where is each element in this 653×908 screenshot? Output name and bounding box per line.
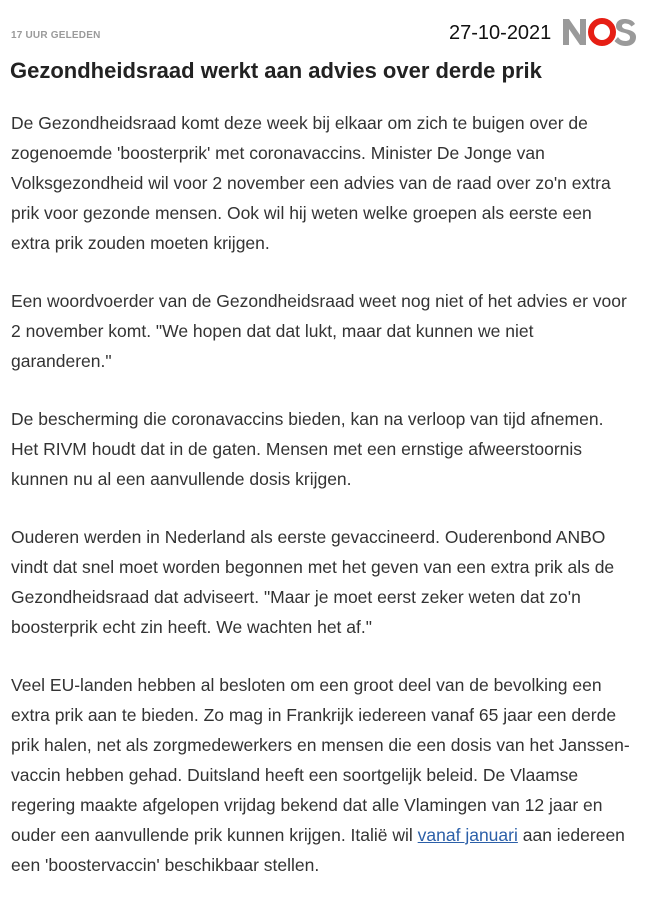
paragraph-5 [11, 670, 643, 880]
text-line: garanderen." [11, 351, 112, 371]
text-line: Veel EU-landen hebben al besloten om een groot deel van de bevolking een [11, 675, 602, 695]
text-segment: aan iedereen [517, 825, 625, 845]
text-line: Ouderen werden in Nederland als eerste gevaccineerd. Ouderenbond ANBO [11, 527, 606, 547]
date-stamp: 27-10-2021 [449, 22, 552, 44]
paragraph-4 [11, 522, 643, 642]
text-line: extra prik aan te bieden. Zo mag in Frankrijk iedereen vanaf 65 jaar een derde [11, 705, 617, 725]
text-line: De bescherming die coronavaccins bieden, kan na verloop van tijd afnemen. [11, 409, 604, 429]
text-line: vaccin hebben gehad. Duitsland heeft een soortgelijk beleid. De Vlaamse [11, 765, 579, 785]
text-line-with-link [11, 820, 643, 850]
text-line: prik halen, net als zorgmedewerkers en mensen die een dosis van het Janssen- [11, 735, 630, 755]
text-line: zogenoemde 'boosterprik' met coronavaccins. Minister De Jonge van [11, 143, 545, 163]
article-body [11, 108, 643, 908]
text-line: Een woordvoerder van de Gezondheidsraad weet nog niet of het advies er voor [11, 291, 627, 311]
paragraph-1 [11, 108, 643, 258]
text-line: kunnen nu al een aanvullende dosis krijgen. [11, 469, 352, 489]
article-header [0, 0, 653, 50]
text-line: vindt dat snel moet worden begonnen met het geven van een extra prik als de [11, 557, 615, 577]
article-link-vanaf-januari[interactable]: vanaf januari [417, 825, 518, 845]
paragraph-2 [11, 286, 643, 376]
text-line: Gezondheidsraad dat adviseert. "Maar je moet eerst zeker weten dat zo'n [11, 587, 581, 607]
article-headline: Gezondheidsraad werkt aan advies over derde prik [10, 58, 542, 83]
text-line: Volksgezondheid wil voor 2 november een advies van de raad over zo'n extra [11, 173, 611, 193]
text-line: 2 november komt. "We hopen dat dat lukt, maar dat kunnen we niet [11, 321, 534, 341]
paragraph-3 [11, 404, 643, 494]
text-line: prik voor gezonde mensen. Ook wil hij weten welke groepen als eerste een [11, 203, 592, 223]
text-segment: Italië wil [345, 825, 418, 845]
nos-logo[interactable] [561, 14, 639, 48]
text-line: extra prik zouden moeten krijgen. [11, 233, 270, 253]
nos-logo-icon [561, 14, 639, 48]
text-line: Het RIVM houdt dat in de gaten. Mensen met een ernstige afweerstoornis [11, 439, 583, 459]
text-line: De Gezondheidsraad komt deze week bij elkaar om zich te buigen over de [11, 113, 588, 133]
text-line: een 'boostervaccin' beschikbaar stellen. [11, 855, 320, 875]
publish-time-label: 17 UUR GELEDEN [11, 30, 101, 41]
text-segment: ouder een aanvullende prik kunnen krijgen. [11, 825, 346, 845]
text-line: regering maakte afgelopen vrijdag bekend dat alle Vlamingen van 12 jaar en [11, 795, 603, 815]
text-line: boosterprik echt zin heeft. We wachten het af." [11, 617, 372, 637]
